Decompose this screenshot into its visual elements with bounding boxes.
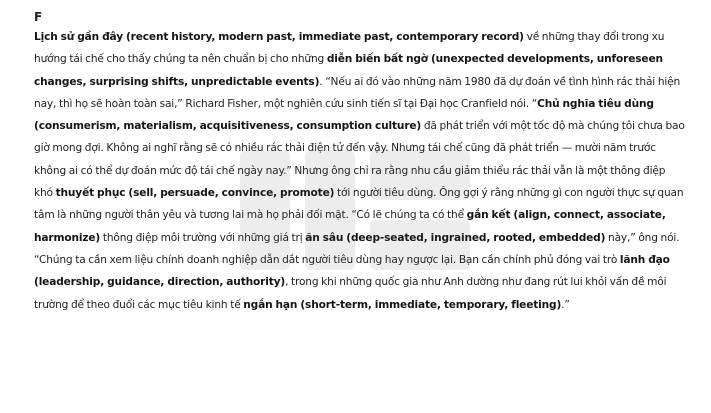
- bold-term: diễn biến bất ngờ (unexpected developments, unforeseen changes, surprising shifts, unpredictable events): [34, 53, 663, 88]
- text-run: , trong khi những quốc gia như Anh dường như đang rút lui khỏi vấn đề môi trường để theo đuổi các mục tiêu kinh tế: [34, 276, 667, 311]
- text-run: về những thay đổi trong xu hướng tái chế cho thấy chúng ta nên chuẩn bị cho những: [34, 31, 665, 66]
- bold-term: lãnh đạo (leadership, guidance, direction, authority): [34, 253, 670, 289]
- bold-term: ăn sâu (deep-seated, ingrained, rooted, embedded): [305, 231, 606, 244]
- text-run: tới người tiêu dùng. Ông gợi ý rằng những gì con người thực sự quan tâm là những người thân yêu và tương lai mà họ phải đối mặt. “Có lẽ chúng ta có thể: [34, 187, 684, 222]
- text-run: đã phát triển với một tốc độ mà chúng tôi chưa bao giờ mong đợi. Không ai nghĩ rằng sẽ có nhiều rác thải điện tử đến vậy. Nhưng tái chế cũng đã phát triển — mười năm trước không ai có thể dự đoán mức độ tái chế ngày nay.” Nhưng ông chỉ ra rằng nhu cầu giảm thiểu rác thải vẫn là một thông điệp khó: [34, 120, 685, 200]
- bold-term: thuyết phục (sell, persuade, convince, promote): [55, 187, 335, 200]
- section-heading: F: [34, 10, 43, 24]
- text-run: .”: [561, 298, 570, 311]
- text-run: này,” ông nói. “Chúng ta cần xem liệu chính doanh nghiệp dẫn dắt người tiêu dùng hay ngược lại. Bạn cần chính phủ đóng vai trò: [34, 231, 680, 266]
- text-run: . “Nếu ai đó vào những năm 1980 đã dự đoán về tình hình rác thải hiện nay, thì họ sẽ hoàn toàn sai,” Richard Fisher, một nghiên cứu sinh tiến sĩ tại Đại học Cranfield nói. “: [34, 75, 681, 110]
- body-paragraph: [34, 26, 685, 316]
- text-run: thông điệp môi trường với những giá trị: [100, 231, 306, 244]
- bold-term: Chủ nghĩa tiêu dùng (consumerism, materialism, acquisitiveness, consumption culture): [34, 97, 654, 133]
- bold-term: Lịch sử gần đây (recent history, modern past, immediate past, contemporary record): [34, 31, 524, 43]
- bold-term: gắn kết (align, connect, associate, harmonize): [34, 209, 666, 244]
- bold-term: ngắn hạn (short-term, immediate, temporary, fleeting): [243, 298, 562, 311]
